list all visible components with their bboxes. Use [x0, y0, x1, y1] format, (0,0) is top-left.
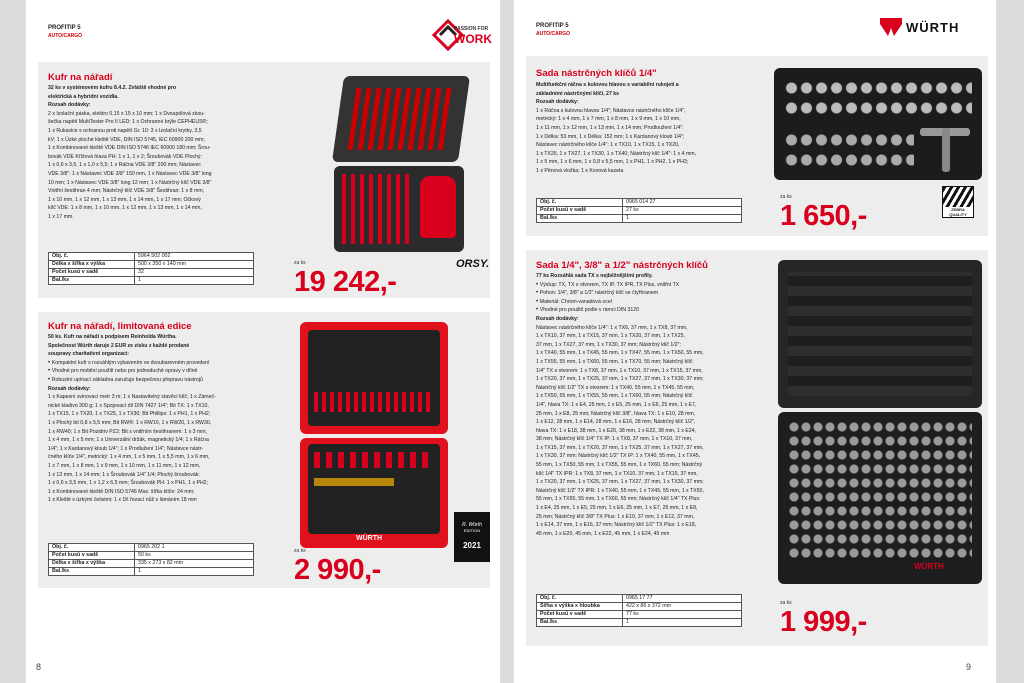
case-base-image [334, 166, 464, 252]
product-price: 2 990,- [294, 554, 381, 586]
left-page [26, 0, 500, 683]
spec-table [48, 543, 254, 576]
product-card-limited-edition: Kufr na nářadí, limitovaná edice 50 ks. Kufr na nářadí s podpisem Reinholda Würtha. Společnost Würth daruje 2 EUR ze zisku z každé prodané soupravy charitativní organizaci: • Kompaktní kufr s rozsáhlým vybavením ve dvoubarevném provedení • Vhodné pro mobilní použití nebo pro jednoduché opravy v dílně • Robustní upínací základna zaručuje bezpečnou přepravu nástrojů Rozsah dodávky: 1 x Kapesní svinovací metr 3 m; 1 x Nastavitelný stavěcí klíč; 1 x Zámeč- nické kladivo 300 g; 1 x Spojovací díl DIN 7427 1/4"; Bit TX: 1 x TX10, 1 x TX15, 1 x TX20, 1 x TX25, 1 x TX30; Bit Phillips: 1 x PH1, 1 x PH2; 1 x Plochý bit 0,8 x 5,5 mm; Bit RW®: 1 x RW10, 1 x RW20, 1 x RW30, 1 x RW40; 1 x Bit Pozidriv PZ2; Bit s vnitřním šestihranem: 1 x 3 mm, 1 x 4 mm, 1 x 5 mm; 1 x Univerzální držák, magnetický 1/4; 1 x Ráčna 1/4"; 1 x Kardanový kloub 1/4"; 1 x Prodlužení 1/4"; Nástavce nástr- čného klíče 1/4", metrický: 1 x 4 mm, 1 x 5 mm, 1 x 5,5 mm, 1 x 6 mm, 1 x 7 mm, 1 x 8 mm, 1 x 9 mm, 1 x 10 mm, 1 x 11 mm, 1 x 12 mm, 1 x 13 mm, 1 x 14 mm; 1 x Šroubovák 1/4" 1/4; Plochý šroubovák: 1 x 0,6 x 3,5 mm, 1 x 1,2 x 6,5 mm; Šroubovák PH: 1 x PH1, 1 x PH2; 1 x Kombinované kleště DIN ISO 5746 Max. šířka klíče: 24 mm; 1 x Kleště s úzkými čelistmi; 1 x 1K řezací nůž s lámáním 18 mm Obj. č. 0965 202 1 Počet kusů v sadě 50 ks Délka x šířka x výška 335 x 273 x 82 mm Bal./ks 1 WÜRTH za ks 2 990,- R. Würth EDITION 2021 [38, 312, 490, 588]
case-lid-image [778, 260, 982, 408]
zebra-quality-badge: ZEBRA QUALITY [942, 186, 974, 218]
feature-list: • Výstup: TX, TX s otvorem, TX IP, TX IPR, TX Plus, vnitřní TX • Pohon: 1/4", 3/8" a 1/2" nástrčný klíč se čtyřhranem • Materiál: Chrom-vanadová ocel • Vhodné pro použití podle v rámci DIN 3120 [536, 281, 768, 315]
product-title: Sada 1/4", 3/8" a 1/2" nástrčných klíčů [536, 260, 708, 271]
orsy-logo: ORSY. [456, 258, 490, 270]
spec-table [536, 594, 742, 627]
product-description: 50 ks. Kufr na nářadí s podpisem Reinholda Würtha. Společnost Würth daruje 2 EUR ze zisku z každé prodané soupravy charitativní organizaci: • Kompaktní kufr s rozsáhlým vybavením ve dvoubarevném provedení • Vhodné pro mobilní použití nebo pro jednoduché opravy v dílně • Robustní upínací základna zaručuje bezpečnou přepravu nástrojů Rozsah dodávky: 1 x Kapesní svinovací metr 3 m; 1 x Nastavitelný stavěcí klíč; 1 x Zámeč- nické kladivo 300 g; 1 x Spojovací díl DIN 7427 1/4"; Bit TX: 1 x TX10, 1 x TX15, 1 x TX20, 1 x TX25, 1 x TX30; Bit Phillips: 1 x PH1, 1 x PH2; 1 x Plochý bit 0,8 x 5,5 mm; Bit RW®: 1 x RW10, 1 x RW20, 1 x RW30, 1 x RW40; 1 x Bit Pozidriv PZ2; Bit s vnitřním šestihranem: 1 x 3 mm, 1 x 4 mm, 1 x 5 mm; 1 x Univerzální držák, magnetický 1/4; 1 x Ráčna 1/4"; 1 x Kardanový kloub 1/4"; 1 x Prodlužení 1/4"; Nástavce nástr- čného klíče 1/4", metrický: 1 x 4 mm, 1 x 5 mm, 1 x 5,5 mm, 1 x 6 mm, 1 x 7 mm, 1 x 8 mm, 1 x 9 mm, 1 x 10 mm, 1 x 11 mm, 1 x 12 mm, 1 x 13 mm, 1 x 14 mm; 1 x Šroubovák 1/4" 1/4; Plochý šroubovák: 1 x 0,6 x 3,5 mm, 1 x 1,2 x 6,5 mm; Šroubovák PH: 1 x PH1, 1 x PH2; 1 x Kombinované kleště DIN ISO 5746 Max. šířka klíče: 24 mm; 1 x Kleště s úzkými čelistmi; 1 x 1K řezací nůž s lámáním 18 mm [48, 333, 288, 505]
product-price: 19 242,- [294, 266, 397, 298]
right-page [514, 0, 996, 683]
product-description: Multifunkční ráčna s kulovou hlavou s variabilní rukojetí a základními nástrčnými klíči, 27 ks Rozsah dodávky: 1 x Ráčna s kulovou hlavou 1/4"; Nástavce nástrčného klíče 1/4", metrický: 1 x 4 mm, 1 x 7 mm, 1 x 8 mm, 1 x 9 mm, 1 x 10 mm, 1 x 11 mm, 1 x 12 mm, 1 x 13 mm, 1 x 14 mm; Prodloužení 1/4": 1 x Délka: 53 mm, 1 x Délka: 152 mm; 1 x Kardanový kloub 1/4"; Nástavec nástrčného klíče 1/4": 1 x TX10, 1 x TX15, 1 x TX20, 1 x TX25, 1 x TX27, 1 x TX30, 1 x TX40; Nástrčný klíč 1/4": 1 x 4 mm, 1 x 5 mm, 1 x 6 mm, 1 x 0,8 x 5,5 mm, 1 x PH1, 1 x PH2, 1 x PH3; 1 x Pěnová vložka; 1 x Kovová kazeta [536, 82, 697, 174]
product-title: Sada nástrčných klíčů 1/4" [536, 68, 657, 79]
product-image-socket-box [774, 68, 982, 180]
product-image-red-case [300, 322, 450, 550]
product-card-socket-set-77: Sada 1/4", 3/8" a 1/2" nástrčných klíčů 77 ks Rozsáhlá sada TX s nejběžnějšími profily. • Výstup: TX, TX s otvorem, TX IP, TX IPR, TX Plus, vnitřní TX • Pohon: 1/4", 3/8" a 1/2" nástrčný klíč se čtyřhranem • Materiál: Chrom-vanadová ocel • Vhodné pro použití podle v rámci DIN 3120 Rozsah dodávky: Nástavec nástrčného klíče 1/4": 1 x TX6, 37 mm, 1 x TX8, 37 mm, 1 x TX10, 37 mm, 1 x TX15, 37 mm, 1 x TX20, 37 mm, 1 x TX25, 37 mm, 1 x TX27, 37 mm, 1 x TX30, 37 mm; Nástrčný klíč 1/2": 1 x TX40, 55 mm, 1 x TX45, 55 mm, 1 x TX47, 55 mm, 1 x TX50, 55 mm, 1 x TX55, 55 mm, 1 x TX60, 55 mm, 1 x TX70, 55 mm; Nástrčný klíč 1/4" TX s otvorem: 1 x TX8, 37 mm, 1 x TX10, 37 mm, 1 x TX15, 37 mm, 1 x TX20, 37 mm, 1 x TX25, 37 mm, 1 x TX27, 37 mm, 1 x TX30, 37 mm; Nástrčný klíč 1/2" TX s otvorem: 1 x TX40, 55 mm, 1 x TX45, 55 mm, 1 x TX50, 55 mm, 1 x TX55, 55 mm, 1 x TX60, 55 mm; Nástrčný klíč 1/4", hlava TX: 1 x E4, 25 mm, 1 x E5, 25 mm, 1 x E6, 25 mm, 1 x E7, 25 mm, 1 x E8, 25 mm; Nástrčný klíč 3/8", hlava TX: 1 x E10, 28 mm, 1 x E12, 28 mm, 1 x E14, 28 mm, 1 x E16, 28 mm; Nástrčný klíč 1/2", hlava TX: 1 x E18, 38 mm, 1 x E20, 38 mm, 1 x E22, 38 mm, 1 x E24, 38 mm; Nástrčný klíč 1/4" TX IP: 1 x TX8, 37 mm, 1 x TX10, 37 mm, 1 x TX15, 37 mm, 1 x TX20, 37 mm, 1 x TX25, 37 mm, 1 x TX27, 37 mm, 1 x TX30, 37 mm; Nástrčný klíč 1/2" TX IP: 1 x TX40, 55 mm, 1 x TX45, 55 mm, 1 x TX50, 55 mm, 1 x TX55, 55 mm, 1 x TX60, 55 mm; Nástrčný klíč 1/4" TX IPR: 1 x TX8, 37 mm, 1 x TX10, 37 mm, 1 x TX15, 37 mm, 1 x TX20, 37 mm, 1 x TX25, 37 mm, 1 x TX27, 37 mm, 1 x TX30, 37 mm; Nástrčný klíč 1/2" TX IPR: 1 x TX40, 55 mm, 1 x TX45, 55 mm, 1 x TX50, 55 mm, 1 x TX55, 55 mm, 1 x TX60, 55 mm; Nástrčný klíč 1/4" TX Plus: 1 x E4, 25 mm, 1 x E5, 25 mm, 1 x E6, 25 mm, 1 x E7, 25 mm, 1 x E8, 25 mm; Nástrčný klíč 3/8" TX Plus: 1 x E10, 37 mm, 1 x E12, 37 mm, 1 x E14, 37 mm, 1 x E16, 37 mm; Nástrčný klíč 1/2" TX Plus: 1 x E18, 45 mm, 1 x E20, 45 mm, 1 x E22, 45 mm, 1 x E24, 45 mm Obj. č. 0965 17 77 Šířka x výška x hloubka 422 x 86 x 372 mm Počet kusů v sadě 77 ks Bal./ks 1 WÜRTH za ks 1 999,- [526, 250, 988, 646]
spec-row: Obj. č. 0965 17 77 [537, 595, 742, 603]
spec-row: Počet kusů v sadě 27 ks [537, 207, 742, 215]
case-lid-image [300, 322, 448, 434]
spec-table [48, 252, 254, 285]
spec-row: Počet kusů v sadě 77 ks [537, 611, 742, 619]
spec-row: Bal./ks 1 [49, 277, 254, 285]
product-image-black-case [778, 260, 982, 586]
spec-row: Délka x šířka x výška 500 x 350 x 140 mm [49, 261, 254, 269]
page-header: PROFITIP 5 AUTO/CARGO [536, 23, 571, 37]
product-price: 1 650,- [780, 200, 867, 232]
spec-row: Obj. č. 0965 014 27 [537, 199, 742, 207]
spec-row: Bal./ks 1 [537, 215, 742, 223]
product-card-socket-set-quarter: Sada nástrčných klíčů 1/4" Multifunkční ráčna s kulovou hlavou s variabilní rukojetí a základními nástrčnými klíči, 27 ks Rozsah dodávky: 1 x Ráčna s kulovou hlavou 1/4"; Nástavce nástrčného klíče 1/4", metrický: 1 x 4 mm, 1 x 7 mm, 1 x 8 mm, 1 x 9 mm, 1 x 10 mm, 1 x 11 mm, 1 x 12 mm, 1 x 13 mm, 1 x 14 mm; Prodloužení 1/4": 1 x Délka: 53 mm, 1 x Délka: 152 mm; 1 x Kardanový kloub 1/4"; Nástavec nástrčného klíče 1/4": 1 x TX10, 1 x TX15, 1 x TX20, 1 x TX25, 1 x TX27, 1 x TX30, 1 x TX40; Nástrčný klíč 1/4": 1 x 4 mm, 1 x 5 mm, 1 x 6 mm, 1 x 0,8 x 5,5 mm, 1 x PH1, 1 x PH2, 1 x PH3; 1 x Pěnová vložka; 1 x Kovová kazeta Obj. č. 0965 014 27 Počet kusů v sadě 27 ks Bal./ks 1 za ks 1 650,- ZEBRA QUALITY [526, 56, 988, 236]
product-description: 77 ks Rozsáhlá sada TX s nejběžnějšími profily. • Výstup: TX, TX s otvorem, TX IP, TX IPR, TX Plus, vnitřní TX • Pohon: 1/4", 3/8" a 1/2" nástrčný klíč se čtyřhranem • Materiál: Chrom-vanadová ocel • Vhodné pro použití podle v rámci DIN 3120 Rozsah dodávky: Nástavec nástrčného klíče 1/4": 1 x TX6, 37 mm, 1 x TX8, 37 mm, 1 x TX10, 37 mm, 1 x TX15, 37 mm, 1 x TX20, 37 mm, 1 x TX25, 37 mm, 1 x TX27, 37 mm, 1 x TX30, 37 mm; Nástrčný klíč 1/2": 1 x TX40, 55 mm, 1 x TX45, 55 mm, 1 x TX47, 55 mm, 1 x TX50, 55 mm, 1 x TX55, 55 mm, 1 x TX60, 55 mm, 1 x TX70, 55 mm; Nástrčný klíč 1/4" TX s otvorem: 1 x TX8, 37 mm, 1 x TX10, 37 mm, 1 x TX15, 37 mm, 1 x TX20, 37 mm, 1 x TX25, 37 mm, 1 x TX27, 37 mm, 1 x TX30, 37 mm; Nástrčný klíč 1/2" TX s otvorem: 1 x TX40, 55 mm, 1 x TX45, 55 mm, 1 x TX50, 55 mm, 1 x TX55, 55 mm, 1 x TX60, 55 mm; Nástrčný klíč 1/4", hlava TX: 1 x E4, 25 mm, 1 x E5, 25 mm, 1 x E6, 25 mm, 1 x E7, 25 mm, 1 x E8, 25 mm; Nástrčný klíč 3/8", hlava TX: 1 x E10, 28 mm, 1 x E12, 28 mm, 1 x E14, 28 mm, 1 x E16, 28 mm; Nástrčný klíč 1/2", hlava TX: 1 x E18, 38 mm, 1 x E20, 38 mm, 1 x E22, 38 mm, 1 x E24, 38 mm; Nástrčný klíč 1/4" TX IP: 1 x TX8, 37 mm, 1 x TX10, 37 mm, 1 x TX15, 37 mm, 1 x TX20, 37 mm, 1 x TX25, 37 mm, 1 x TX27, 37 mm, 1 x TX30, 37 mm; Nástrčný klíč 1/2" TX IP: 1 x TX40, 55 mm, 1 x TX45, 55 mm, 1 x TX50, 55 mm, 1 x TX55, 55 mm, 1 x TX60, 55 mm; Nástrčný klíč 1/4" TX IPR: 1 x TX8, 37 mm, 1 x TX10, 37 mm, 1 x TX15, 37 mm, 1 x TX20, 37 mm, 1 x TX25, 37 mm, 1 x TX27, 37 mm, 1 x TX30, 37 mm; Nástrčný klíč 1/2" TX IPR: 1 x TX40, 55 mm, 1 x TX45, 55 mm, 1 x TX50, 55 mm, 1 x TX55, 55 mm, 1 x TX60, 55 mm; Nástrčný klíč 1/4" TX Plus: 1 x E4, 25 mm, 1 x E5, 25 mm, 1 x E6, 25 mm, 1 x E7, 25 mm, 1 x E8, 25 mm; Nástrčný klíč 3/8" TX Plus: 1 x E10, 37 mm, 1 x E12, 37 mm, 1 x E14, 37 mm, 1 x E16, 37 mm; Nástrčný klíč 1/2" TX Plus: 1 x E18, 45 mm, 1 x E20, 45 mm, 1 x E22, 45 mm, 1 x E24, 45 mm [536, 272, 768, 538]
page-number: 8 [36, 662, 42, 672]
wurth-w-icon [880, 18, 902, 36]
spec-row: Bal./ks 1 [49, 568, 254, 576]
spec-row: Šířka x výška x hloubka 422 x 86 x 372 mm [537, 603, 742, 611]
wurth-logo: WÜRTH [880, 18, 976, 38]
spec-row: Bal./ks 1 [537, 619, 742, 627]
passion-for-work-logo: PASSION FOR WORK [430, 16, 494, 54]
page-number: 9 [966, 662, 972, 672]
product-title: Kufr na nářadí, limitovaná edice [48, 321, 192, 332]
edition-badge: R. Würth EDITION 2021 [454, 512, 490, 562]
spec-row: Délka x šířka x výška 335 x 273 x 82 mm [49, 560, 254, 568]
product-card-tool-case: Kufr na nářadí 32 ks v systémovém kufru 8.4.2. Zvláště vhodné pro elektrická a hybridní vozidla. Rozsah dodávky: 2 x Izolační páska, elektro 0,15 x 15 x 10 mm; 1 x Dvoupólová zkou- šečka napětí MultiTester Pro II LED; 1 x Ochranné brýle CEPHEUS®; 1 x Rukavice s ochranou proti napětí Gr. 10: 3 x Izolační krytky, 3,5 kV; 1 x Úzké ploché kleště VDE, DIN ISO 5745, IEC 60900 200 mm; 1 x Kombinované kleště VDE DIN ISO 5746 IEC 60900 180 mm; Šrou- bovák VDE Křížová hlava PH: 1 x 1, 1 x 2; Šroubovák VDE Plochý: 1 x 0,6 x 3,5, 1 x 1,0 x 5,5; 1 x Ráčna VDE 3/8" 200 mm; Nástavec VDE 3/8": 1 x Nástavec VDE 3/8" 150 mm, 1 x Nástavec VDE 3/8" long 10 mm; 1 x Nástavec VDE 3/8" long 12 mm; 1 x Nástrčný klíč VDE 3/8" Vnitřní šestihran 4 mm; Nástrčný klíč VDE 3/8" Šestihran: 1 x 8 mm, 1 x 10 mm, 1 x 12 mm, 1 x 13 mm, 1 x 14 mm, 1 x 17 mm; Očkový klíč VDE: 1 x 8 mm, 1 x 10 mm, 1 x 12 mm, 1 x 13 mm, 1 x 14 mm, 1 x 17 mm. Obj. č. 5964 502 002 Délka x šířka x výška 500 x 350 x 140 mm Počet kusů v sadě 32 Bal./ks 1 za ks 19 242,- ORSY. [38, 62, 490, 298]
spec-row: Počet kusů v sadě 50 ks [49, 552, 254, 560]
feature-list: • Kompaktní kufr s rozsáhlým vybavením ve dvoubarevném provedení • Vhodné pro mobilní použití nebo pro jednoduché opravy v dílně • Robustní upínací základna zaručuje bezpečnou přepravu nástrojů [48, 359, 288, 385]
case-lid-image [332, 76, 470, 162]
product-title: Kufr na nářadí [48, 72, 113, 83]
product-description: 32 ks v systémovém kufru 8.4.2. Zvláště vhodné pro elektrická a hybridní vozidla. Rozsah dodávky: 2 x Izolační páska, elektro 0,15 x 15 x 10 mm; 1 x Dvoupólová zkou- šečka napětí MultiTester Pro II LED; 1 x Ochranné brýle CEPHEUS®; 1 x Rukavice s ochranou proti napětí Gr. 10: 3 x Izolační krytky, 3,5 kV; 1 x Úzké ploché kleště VDE, DIN ISO 5745, IEC 60900 200 mm; 1 x Kombinované kleště VDE DIN ISO 5746 IEC 60900 180 mm; Šrou- bovák VDE Křížová hlava PH: 1 x 1, 1 x 2; Šroubovák VDE Plochý: 1 x 0,6 x 3,5, 1 x 1,0 x 5,5; 1 x Ráčna VDE 3/8" 200 mm; Nástavec VDE 3/8": 1 x Nástavec VDE 3/8" 150 mm, 1 x Nástavec VDE 3/8" long 10 mm; 1 x Nástavec VDE 3/8" long 12 mm; 1 x Nástrčný klíč VDE 3/8" Vnitřní šestihran 4 mm; Nástrčný klíč VDE 3/8" Šestihran: 1 x 8 mm, 1 x 10 mm, 1 x 12 mm, 1 x 13 mm, 1 x 14 mm, 1 x 17 mm; Očkový klíč VDE: 1 x 8 mm, 1 x 10 mm, 1 x 12 mm, 1 x 13 mm, 1 x 14 mm, 1 x 17 mm. [48, 85, 212, 220]
spec-table [536, 198, 742, 223]
page-header: PROFITIP 5 AUTO/CARGO [48, 25, 83, 39]
spec-row: Počet kusů v sadě 32 [49, 269, 254, 277]
case-base-image: WÜRTH [300, 438, 448, 548]
case-base-image: WÜRTH [778, 412, 982, 584]
spec-row: Obj. č. 0965 202 1 [49, 544, 254, 552]
product-image-vde-case [338, 76, 464, 254]
spec-row: Obj. č. 5964 502 002 [49, 253, 254, 261]
product-price: 1 999,- [780, 606, 867, 638]
